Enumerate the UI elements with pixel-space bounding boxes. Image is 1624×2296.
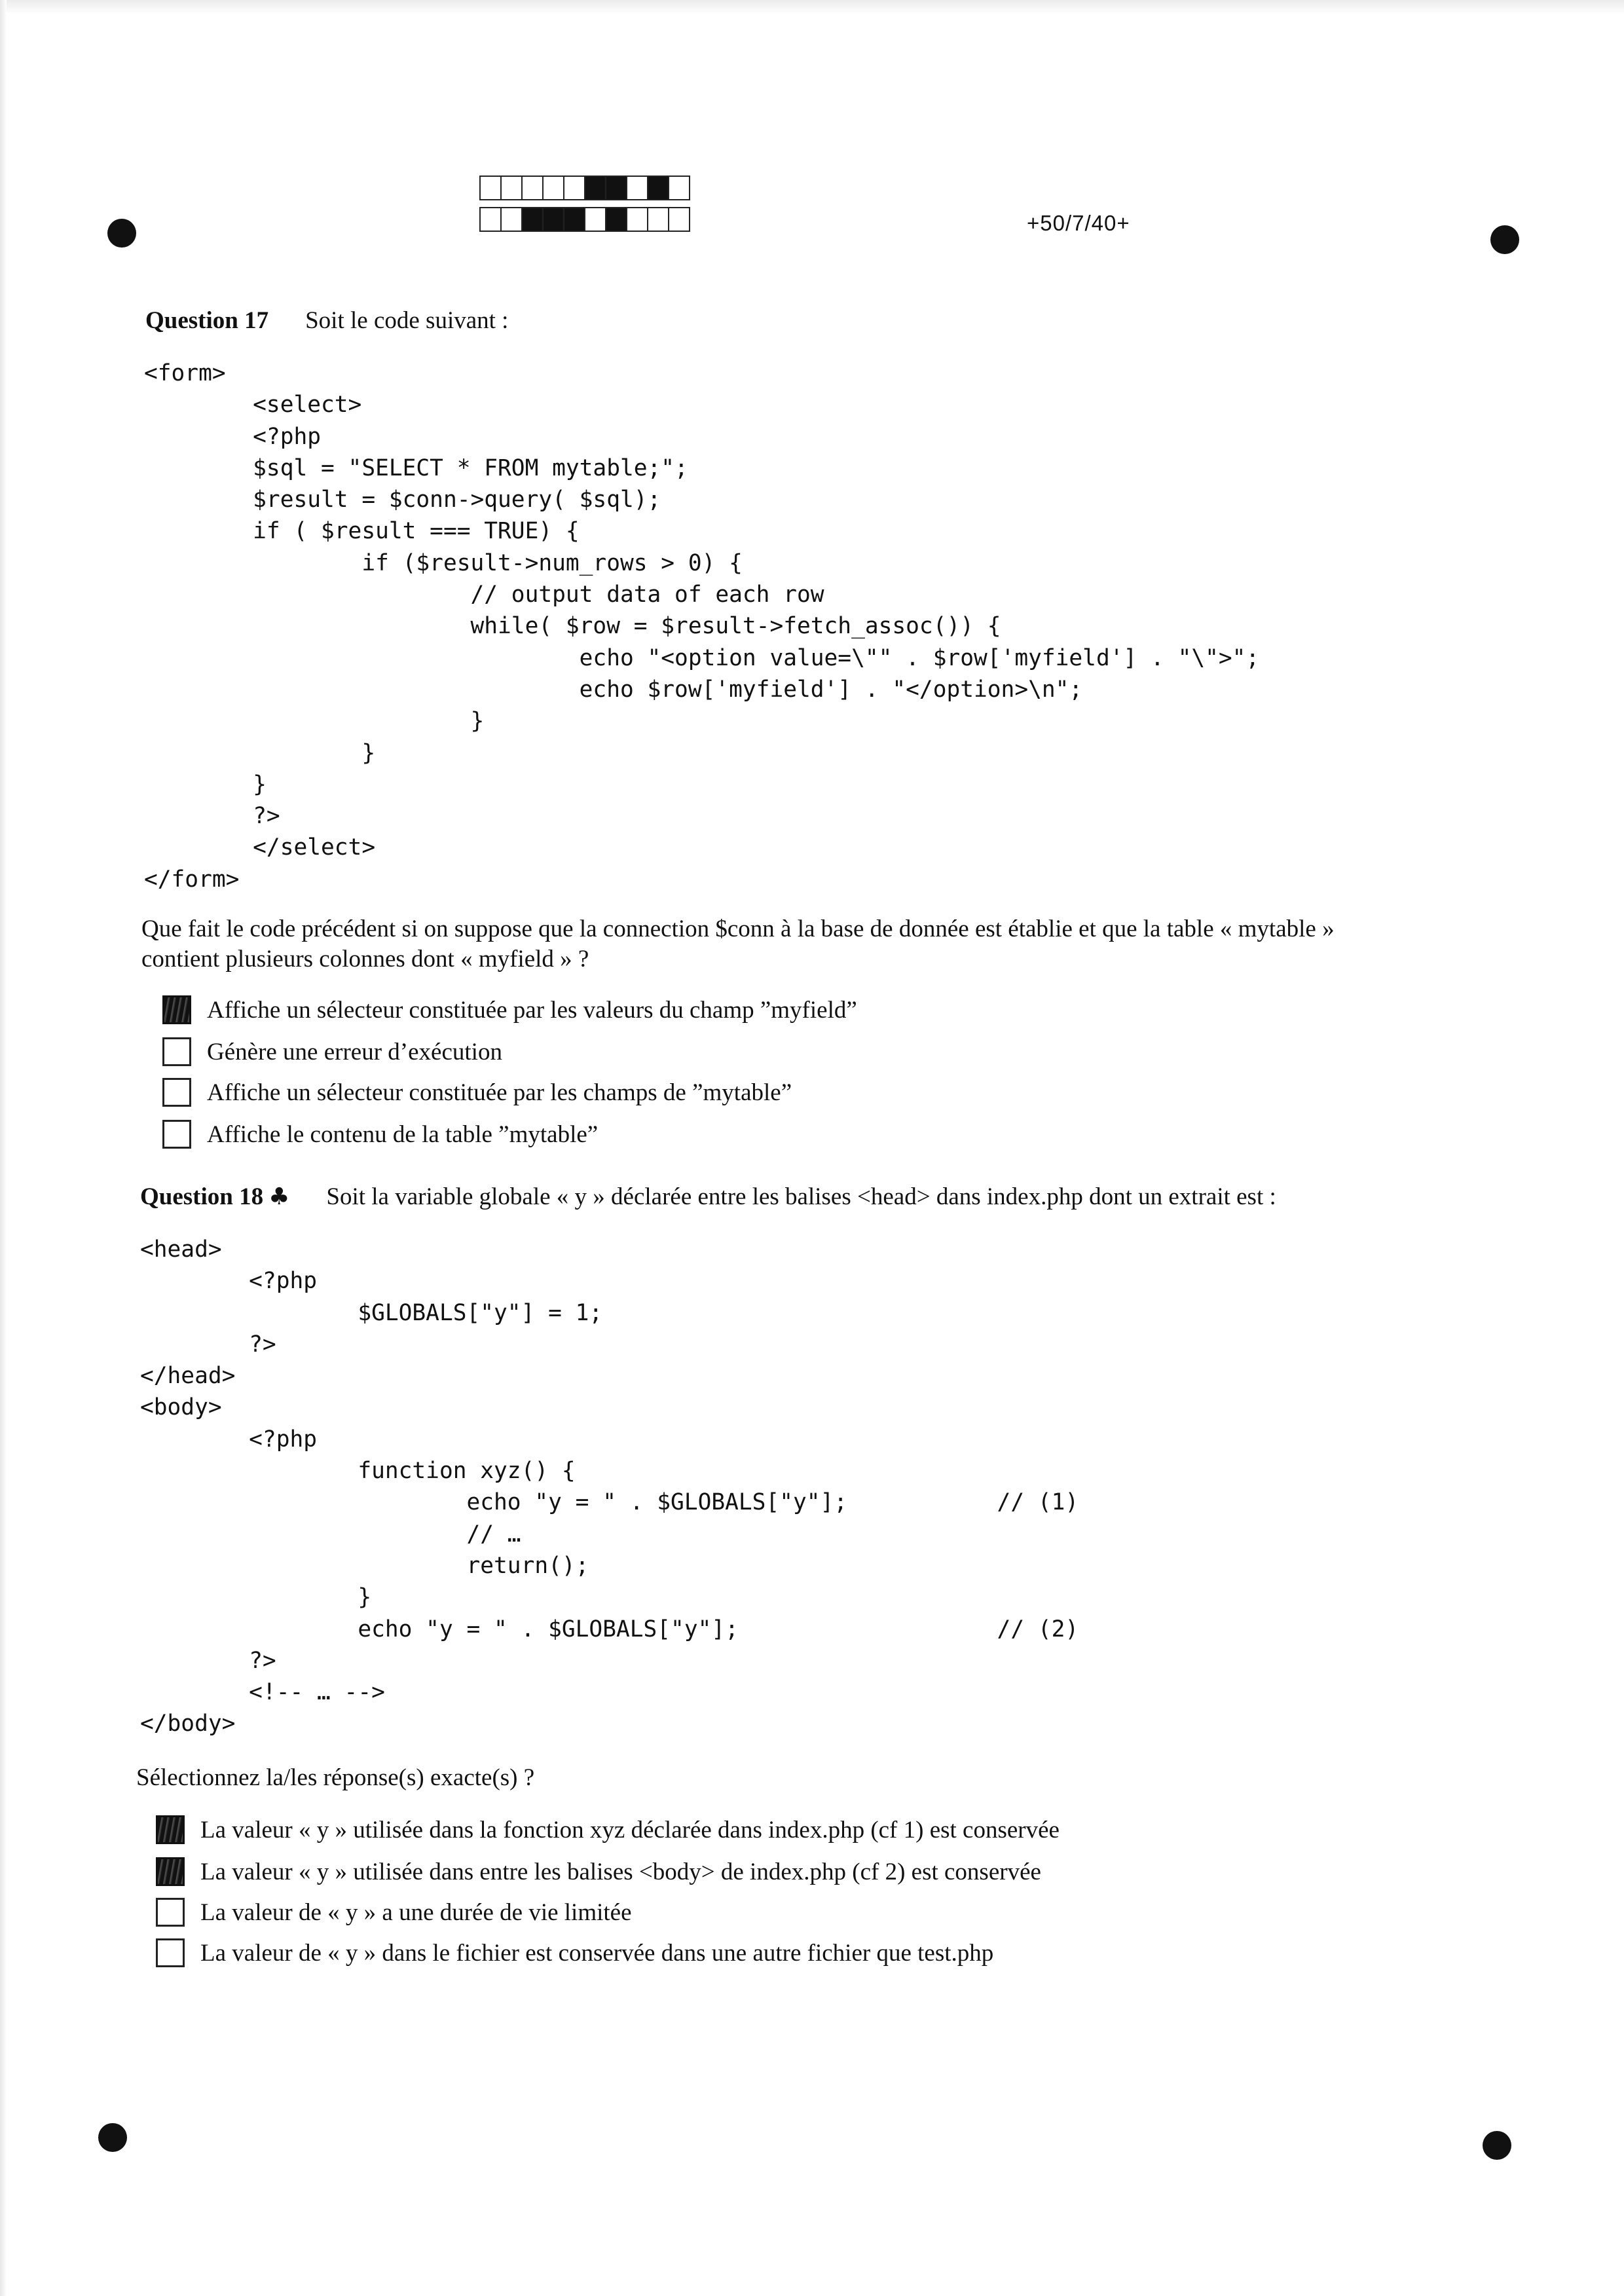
answer-label: La valeur de « y » dans le fichier est conservée dans une autre fichier que test.php bbox=[200, 1939, 994, 1967]
barcode-cell bbox=[500, 176, 523, 200]
answer-label: Affiche le contenu de la table ”mytable” bbox=[207, 1120, 599, 1148]
barcode-cell bbox=[668, 176, 690, 200]
registration-mark-top-right bbox=[1490, 225, 1519, 254]
barcode-cell bbox=[605, 207, 627, 232]
answer-label: La valeur « y » utilisée dans entre les balises <body> de index.php (cf 2) est conservée bbox=[200, 1858, 1041, 1885]
question-18-label: Question 18 ♣ bbox=[140, 1183, 290, 1210]
question-18-answer[interactable] bbox=[156, 1857, 1041, 1886]
answer-checkbox[interactable] bbox=[162, 995, 191, 1024]
registration-mark-bottom-right bbox=[1483, 2131, 1511, 2160]
barcode-cell bbox=[584, 176, 606, 200]
question-17-code: <form> <select> <?php $sql = "SELECT * FROM mytable;"; $result = $conn->query( $sql); if ( $result === TRUE) { if ($result->num_rows > 0) { // output data of each row while( $row = $result->fetch_assoc()) { echo "<option value=\"" . $row['myfield'] . "\">"; echo $row['myfield'] . "</option>\n"; } } } ?> </select> </form> bbox=[144, 360, 1260, 893]
barcode-cell bbox=[563, 207, 585, 232]
question-18-prompt: Soit la variable globale « y » déclarée entre les balises <head> dans index.php dont un extrait est : bbox=[326, 1183, 1276, 1210]
club-icon: ♣ bbox=[268, 1183, 290, 1210]
barcode-cell bbox=[626, 207, 648, 232]
barcode bbox=[479, 176, 689, 238]
barcode-cell bbox=[563, 176, 585, 200]
page-edge-left bbox=[0, 0, 7, 2296]
question-17-text-line-1: Que fait le code précédent si on suppose que la connection $conn à la base de donnée est établie et que la table « mytable » bbox=[141, 916, 1335, 942]
question-17-prompt: Soit le code suivant : bbox=[305, 307, 509, 334]
barcode-row-1 bbox=[479, 176, 689, 202]
question-18-header bbox=[140, 1183, 1276, 1211]
barcode-cell bbox=[605, 176, 627, 200]
barcode-cell bbox=[668, 207, 690, 232]
barcode-cell bbox=[626, 176, 648, 200]
answer-checkbox[interactable] bbox=[162, 1120, 191, 1149]
question-18-code: <head> <?php $GLOBALS["y"] = 1; ?> </head> <body> <?php function xyz() { echo "y = " . $GLOBALS["y"]; // (1) // … return(); } echo "y = " . $GLOBALS["y"]; // (2) ?> <!-- … --> </body> bbox=[140, 1236, 1079, 1737]
barcode-cell bbox=[542, 207, 564, 232]
answer-checkbox[interactable] bbox=[156, 1815, 185, 1844]
question-17-answer[interactable] bbox=[162, 1120, 598, 1149]
answer-checkbox[interactable] bbox=[162, 1078, 191, 1107]
barcode-cell bbox=[479, 207, 502, 232]
exam-id: +50/7/40+ bbox=[1027, 211, 1130, 235]
answer-checkbox[interactable] bbox=[156, 1938, 185, 1967]
answer-checkbox[interactable] bbox=[162, 1037, 191, 1066]
barcode-cell bbox=[521, 207, 544, 232]
page-edge bbox=[0, 0, 1624, 14]
question-17-answer[interactable] bbox=[162, 1078, 792, 1107]
barcode-cell bbox=[647, 207, 669, 232]
barcode-cell bbox=[500, 207, 523, 232]
answer-checkbox[interactable] bbox=[156, 1857, 185, 1886]
barcode-cell bbox=[647, 176, 669, 200]
answer-label: Affiche un sélecteur constituée par les valeurs du champ ”myfield” bbox=[207, 996, 857, 1024]
question-17-answer[interactable] bbox=[162, 995, 857, 1024]
question-18-answer[interactable] bbox=[156, 1898, 632, 1927]
answer-checkbox[interactable] bbox=[156, 1898, 185, 1927]
registration-mark-bottom-left bbox=[98, 2123, 127, 2152]
question-18-answer[interactable] bbox=[156, 1938, 993, 1967]
question-17-text-line-2: contient plusieurs colonnes dont « myfield » ? bbox=[141, 946, 589, 972]
answer-label: La valeur de « y » a une durée de vie limitée bbox=[200, 1898, 632, 1926]
answer-label: Génère une erreur d’exécution bbox=[207, 1038, 502, 1065]
barcode-row-2 bbox=[479, 207, 689, 233]
question-17-label: Question 17 bbox=[145, 307, 269, 334]
barcode-cell bbox=[584, 207, 606, 232]
question-18-text-line-1: Sélectionnez la/les réponse(s) exacte(s) ? bbox=[136, 1764, 535, 1791]
question-17-header bbox=[145, 306, 508, 335]
barcode-cell bbox=[542, 176, 564, 200]
question-17-answer[interactable] bbox=[162, 1037, 502, 1066]
answer-label: La valeur « y » utilisée dans la fonction xyz déclarée dans index.php (cf 1) est conservée bbox=[200, 1816, 1060, 1843]
answer-label: Affiche un sélecteur constituée par les champs de ”mytable” bbox=[207, 1079, 792, 1106]
barcode-cell bbox=[479, 176, 502, 200]
question-18-answer[interactable] bbox=[156, 1815, 1060, 1844]
registration-mark-top-left bbox=[107, 219, 136, 248]
barcode-cell bbox=[521, 176, 544, 200]
